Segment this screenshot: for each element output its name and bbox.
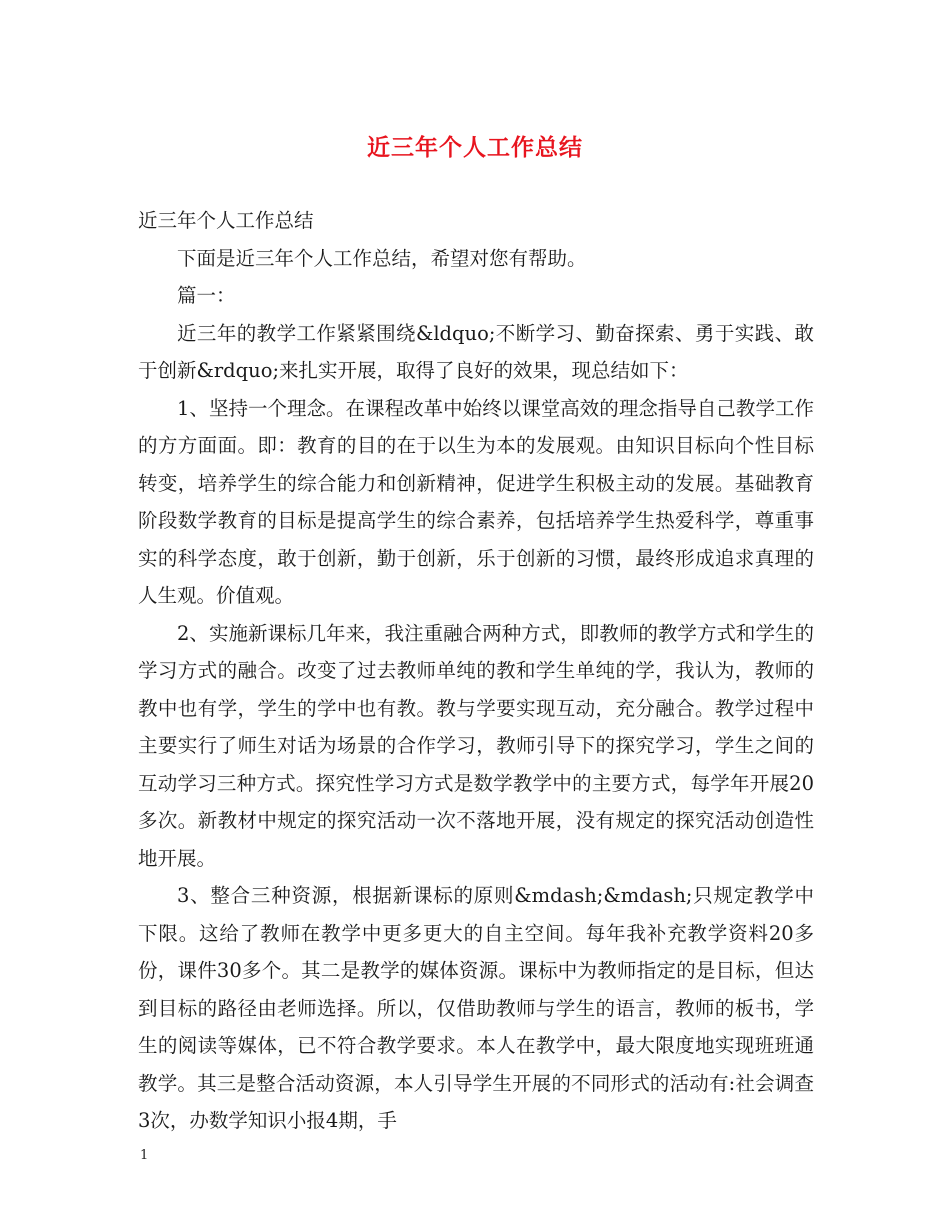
paragraph-section-label: 篇一： — [177, 284, 236, 307]
page-number: 1 — [140, 1148, 149, 1163]
paragraph-point-2: 2、实施新课标几年来，我注重融合两种方式，即教师的教学方式和学生的学习方式的融合。改变了过去教师单纯的教和学生单纯的学，我认为，教师的教中也有学，学生的学中也有教。教与学要实现互动，充分融合。教学过程中主要实行了师生对话为场景的合作学习，教师引导下的探究学习，学生之间的互动学习三种方式。探究性学习方式是数学教学中的主要方式，每学年开展20多次。新教材中规定的探究活动一次不落地开展，没有规定的探究活动创造性地开展。 — [138, 621, 814, 870]
document-body — [138, 202, 814, 1140]
paragraph-point-1: 1、坚持一个理念。在课程改革中始终以课堂高效的理念指导自己教学工作的方方面面。即：教育的目的在于以生为本的发展观。由知识目标向个性目标转变，培养学生的综合能力和创新精神，促进学生积极主动的发展。基础教育阶段数学教育的目标是提高学生的综合素养，包括培养学生热爱科学，尊重事实的科学态度，敢于创新，勤于创新，乐于创新的习惯，最终形成追求真理的人生观。价值观。 — [138, 396, 814, 607]
paragraph-overview: 近三年的教学工作紧紧围绕&ldquo;不断学习、勤奋探索、勇于实践、敢于创新&rdquo;来扎实开展，取得了良好的效果，现总结如下： — [138, 321, 814, 382]
paragraph-point-3: 3、整合三种资源，根据新课标的原则&mdash;&mdash;只规定教学中下限。这给了教师在教学中更多更大的自主空间。每年我补充教学资料20多份，课件30多个。其二是教学的媒体资源。课标中为教师指定的是目标，但达到目标的路径由老师选择。所以，仅借助教师与学生的语言，教师的板书，学生的阅读等媒体，已不符合教学要求。本人在教学中，最大限度地实现班班通教学。其三是整合活动资源，本人引导学生开展的不同形式的活动有:社会调查3次，办数学知识小报4期，手 — [138, 884, 814, 1132]
document-title: 近三年个人工作总结 — [367, 134, 583, 161]
paragraph-intro: 下面是近三年个人工作总结，希望对您有帮助。 — [177, 246, 587, 270]
paragraph-heading: 近三年个人工作总结 — [138, 209, 314, 232]
